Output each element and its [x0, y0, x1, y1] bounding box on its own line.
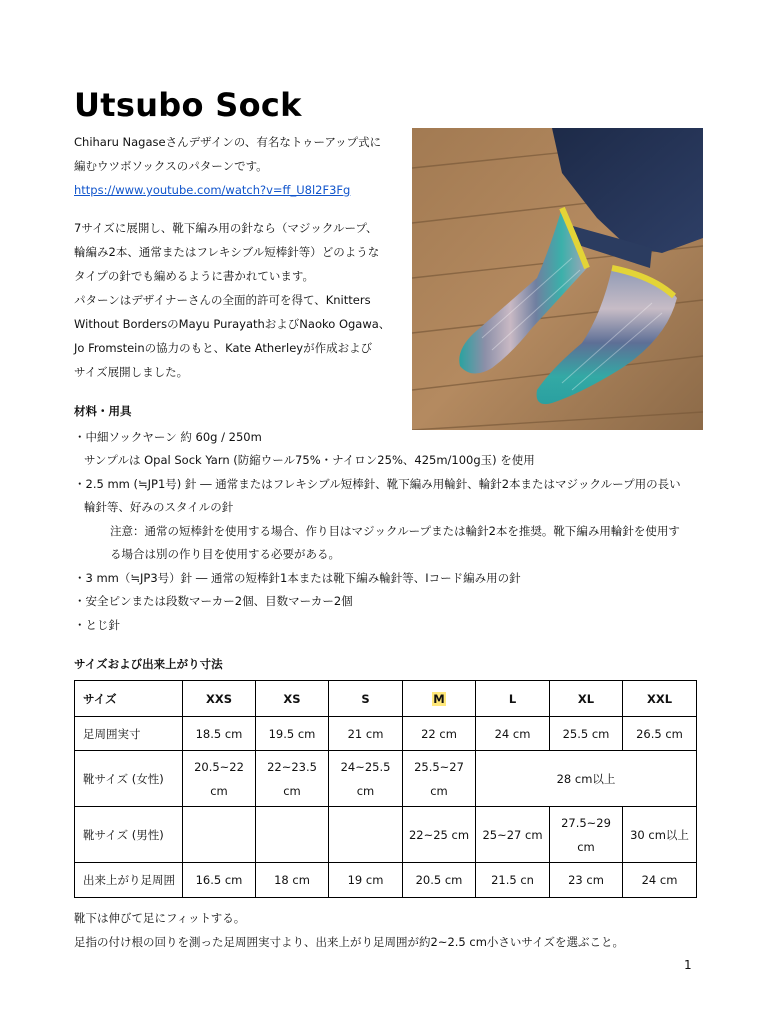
- materials-item-sub: 輪針等、好みのスタイルの針: [84, 500, 234, 514]
- row-label: 靴サイズ (男性): [75, 807, 183, 863]
- youtube-link[interactable]: https://www.youtube.com/watch?v=ff_U8l2F3Fg: [74, 183, 351, 197]
- table-row: [75, 751, 697, 807]
- highlighted-size: M: [433, 691, 445, 706]
- note-line: 足指の付け根の回りを測った足周囲実寸より、出来上がり足周囲が約2~2.5 cm小さいサイズを選ぶこと。: [74, 935, 624, 949]
- intro-line: タイプの針でも編めるように書かれています。: [74, 269, 315, 283]
- table-cell: 20.5~22 cm: [183, 751, 256, 807]
- materials-item: ・中細ソックヤーン 約 60g / 250m: [74, 429, 262, 444]
- table-cell: 19 cm: [329, 863, 403, 898]
- table-row: [75, 863, 697, 898]
- table-cell: 18.5 cm: [183, 717, 256, 751]
- intro-line: Without BordersのMayu PurayathおよびNaoko Ogawa、: [74, 317, 391, 331]
- intro-line: 編むウツボソックスのパターンです。: [74, 159, 268, 173]
- table-row: [75, 807, 697, 863]
- table-header-cell: XXS: [183, 681, 256, 717]
- table-cell: 25.5 cm: [550, 717, 623, 751]
- table-cell: 22 cm: [403, 717, 476, 751]
- table-cell: 26.5 cm: [623, 717, 697, 751]
- intro-line: 7サイズに展開し、靴下編み用の針なら（マジックループ、: [74, 221, 378, 235]
- page-title: Utsubo Sock: [74, 86, 302, 124]
- materials-item: ・安全ピンまたは段数マーカー2個、目数マーカー2個: [74, 594, 353, 608]
- table-cell: 21 cm: [329, 717, 403, 751]
- table-header-cell: L: [476, 681, 550, 717]
- row-label: 靴サイズ (女性): [75, 751, 183, 807]
- note-line: 靴下は伸びて足にフィットする。: [74, 911, 246, 925]
- table-header-cell: サイズ: [75, 681, 183, 717]
- materials-item: ・3 mm（≒JP3号）針 ― 通常の短棒針1本または靴下編み輪針等、Iコード編み用の針: [74, 570, 521, 585]
- table-cell: 22~25 cm: [403, 807, 476, 863]
- table-header-row: [75, 681, 697, 717]
- materials-note: る場合は別の作り目を使用する必要がある。: [110, 547, 340, 561]
- row-label: 足周囲実寸: [75, 717, 183, 751]
- intro-line: サイズ展開しました。: [74, 365, 189, 379]
- table-row: [75, 717, 697, 751]
- materials-item: ・とじ針: [74, 617, 120, 632]
- table-cell: 19.5 cm: [256, 717, 329, 751]
- materials-note: 注意：通常の短棒針を使用する場合、作り目はマジックループまたは輪針2本を推奨。靴下編み用輪針を使用す: [110, 523, 680, 538]
- socks-photo-illustration: [412, 128, 703, 430]
- materials-item-sub: サンプルは Opal Sock Yarn (防縮ウール75%・ナイロン25%、425m/100g玉) を使用: [84, 453, 535, 467]
- table-cell: 25.5~27 cm: [403, 751, 476, 807]
- intro-line: 輪編み2本、通常またはフレキシブル短棒針等）どのような: [74, 245, 380, 259]
- table-cell: 24 cm: [476, 717, 550, 751]
- table-cell: 23 cm: [550, 863, 623, 898]
- table-cell-merged: 28 cm以上: [476, 751, 697, 807]
- intro-line: Chiharu Nagaseさんデザインの、有名なトゥーアップ式に: [74, 135, 382, 149]
- intro-line: パターンはデザイナーさんの全面的許可を得て、Knitters: [74, 293, 371, 307]
- table-cell: 24~25.5 cm: [329, 751, 403, 807]
- table-cell: 27.5~29 cm: [550, 807, 623, 863]
- table-cell: 21.5 cn: [476, 863, 550, 898]
- materials-heading: 材料・用具: [74, 404, 132, 418]
- page-number: 1: [684, 958, 692, 972]
- table-header-cell: S: [329, 681, 403, 717]
- size-notes: [74, 906, 624, 954]
- table-header-cell: XXL: [623, 681, 697, 717]
- table-cell: 16.5 cm: [183, 863, 256, 898]
- table-cell: 30 cm以上: [623, 807, 697, 863]
- sizes-heading: サイズおよび出来上がり寸法: [74, 657, 223, 671]
- materials-section: [74, 400, 714, 637]
- row-label: 出来上がり足周囲: [75, 863, 183, 898]
- table-cell: [256, 807, 329, 863]
- table-cell: 18 cm: [256, 863, 329, 898]
- table-cell: [329, 807, 403, 863]
- table-cell: 20.5 cm: [403, 863, 476, 898]
- socks-photo: [412, 128, 703, 430]
- table-cell: 24 cm: [623, 863, 697, 898]
- table-header-cell: XS: [256, 681, 329, 717]
- materials-item: ・2.5 mm (≒JP1号) 針 ― 通常またはフレキシブル短棒針、靴下編み用輪針、輪針2本またはマジックループ用の長い: [74, 476, 681, 491]
- table-cell: [183, 807, 256, 863]
- table-cell: 22~23.5 cm: [256, 751, 329, 807]
- table-header-cell: [403, 681, 476, 717]
- intro-text: [74, 130, 404, 384]
- size-table: [74, 680, 697, 898]
- table-cell: 25~27 cm: [476, 807, 550, 863]
- intro-line: Jo Fromsteinの協力のもと、Kate Atherleyが作成および: [74, 341, 373, 355]
- table-header-cell: XL: [550, 681, 623, 717]
